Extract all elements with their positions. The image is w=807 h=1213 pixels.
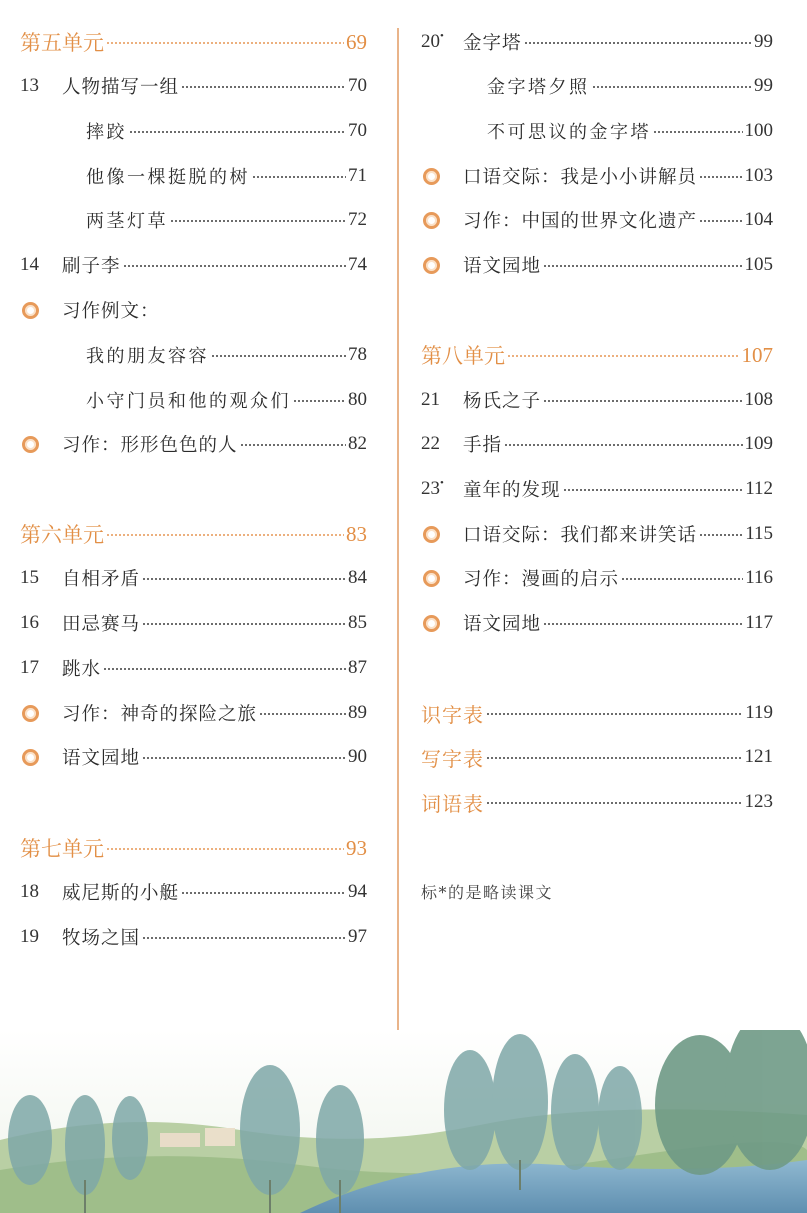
page-number: 84 bbox=[348, 567, 367, 588]
entry-title: 跳水 bbox=[62, 659, 102, 680]
dot-leader bbox=[103, 668, 346, 670]
toc-entry[interactable] bbox=[20, 563, 367, 593]
entry-title: 金字塔夕照 bbox=[487, 77, 590, 98]
lesson-number: 23• bbox=[421, 477, 444, 499]
toc-entry[interactable] bbox=[421, 161, 773, 191]
dot-leader bbox=[170, 220, 346, 222]
toc-entry[interactable] bbox=[421, 71, 773, 101]
dot-leader bbox=[507, 355, 740, 357]
entry-title: 小守门员和他的观众们 bbox=[86, 391, 291, 412]
dot-leader bbox=[653, 131, 743, 133]
entry-title: 语文园地 bbox=[463, 614, 542, 635]
entry-title: 田忌赛马 bbox=[62, 614, 141, 635]
entry-title: 语文园地 bbox=[463, 256, 542, 277]
page-number: 117 bbox=[745, 612, 773, 633]
page-number: 99 bbox=[754, 31, 773, 52]
entry-title: 威尼斯的小艇 bbox=[62, 883, 180, 904]
footnote: 标*的是略读课文 bbox=[421, 883, 554, 902]
entry-title: 杨氏之子 bbox=[463, 391, 542, 412]
page-number: 103 bbox=[744, 165, 773, 186]
toc-entry[interactable] bbox=[20, 71, 367, 101]
dot-leader bbox=[142, 937, 346, 939]
ring-bullet-icon bbox=[421, 168, 463, 185]
entry-title: 习作：形形色色的人 bbox=[62, 435, 238, 456]
dot-leader bbox=[543, 265, 742, 267]
entry-title: 金字塔 bbox=[463, 33, 522, 54]
page-number: 90 bbox=[348, 746, 367, 767]
entry-title: 第七单元 bbox=[20, 837, 104, 861]
page-number: 74 bbox=[348, 254, 367, 275]
dot-leader bbox=[699, 534, 743, 536]
toc-entry[interactable] bbox=[20, 877, 367, 907]
page-number: 70 bbox=[348, 120, 367, 141]
dot-leader bbox=[123, 265, 346, 267]
toc-entry[interactable] bbox=[421, 698, 773, 728]
ring-bullet-icon bbox=[20, 302, 62, 319]
entry-title: 写字表 bbox=[421, 746, 484, 771]
toc-entry[interactable] bbox=[421, 250, 773, 280]
dot-leader bbox=[524, 42, 752, 44]
toc-entry[interactable] bbox=[20, 385, 367, 415]
entry-title: 自相矛盾 bbox=[62, 569, 141, 590]
toc-entry[interactable] bbox=[20, 698, 367, 728]
page-number: 71 bbox=[348, 165, 367, 186]
dot-leader bbox=[211, 355, 346, 357]
entry-title: 不可思议的金字塔 bbox=[487, 122, 651, 143]
entry-title: 人物描写一组 bbox=[62, 77, 180, 98]
dot-leader bbox=[543, 400, 742, 402]
toc-unit-heading[interactable] bbox=[421, 340, 773, 370]
entry-title: 习作：漫画的启示 bbox=[463, 569, 620, 590]
dot-leader bbox=[486, 802, 743, 804]
dot-leader bbox=[142, 757, 346, 759]
page-number: 107 bbox=[741, 342, 773, 367]
toc-entry[interactable] bbox=[20, 922, 367, 952]
entry-title: 牧场之国 bbox=[62, 928, 141, 949]
toc-entry[interactable] bbox=[20, 653, 367, 683]
toc-unit-heading[interactable] bbox=[20, 833, 367, 863]
lesson-number: 15 bbox=[20, 567, 39, 588]
entry-title: 语文园地 bbox=[62, 748, 141, 769]
page-number: 85 bbox=[348, 612, 367, 633]
dot-leader bbox=[106, 42, 344, 44]
dot-leader bbox=[543, 623, 743, 625]
dot-leader bbox=[621, 578, 743, 580]
entry-title: 两茎灯草 bbox=[86, 211, 168, 232]
page-number: 116 bbox=[745, 567, 773, 588]
skim-reading-mark: • bbox=[440, 30, 444, 42]
page-number: 109 bbox=[744, 433, 773, 454]
dot-leader bbox=[142, 578, 346, 580]
ring-bullet-icon bbox=[20, 705, 62, 722]
page-number: 70 bbox=[348, 75, 367, 96]
toc-entry[interactable] bbox=[20, 295, 367, 325]
entry-title: 识字表 bbox=[421, 702, 484, 727]
toc-entry[interactable] bbox=[20, 250, 367, 280]
page-number: 89 bbox=[348, 702, 367, 723]
ring-bullet-icon bbox=[421, 212, 463, 229]
lesson-number: 14 bbox=[20, 254, 39, 275]
ring-bullet-icon bbox=[421, 257, 463, 274]
entry-title: 刷子李 bbox=[62, 256, 121, 277]
entry-title: 习作：神奇的探险之旅 bbox=[62, 704, 258, 725]
entry-title: 手指 bbox=[463, 435, 503, 456]
toc-entry[interactable] bbox=[421, 205, 773, 235]
entry-title: 第五单元 bbox=[20, 31, 104, 55]
ring-bullet-icon bbox=[421, 570, 463, 587]
dot-leader bbox=[699, 176, 742, 178]
page-number: 104 bbox=[744, 209, 773, 230]
toc-entry[interactable] bbox=[421, 742, 773, 772]
lesson-number: 16 bbox=[20, 612, 39, 633]
lesson-number: 18 bbox=[20, 881, 39, 902]
entry-title: 他像一棵挺脱的树 bbox=[86, 167, 250, 188]
dot-leader bbox=[486, 757, 743, 759]
toc-entry[interactable] bbox=[421, 385, 773, 415]
landscape-illustration bbox=[0, 1030, 807, 1213]
toc-entry[interactable] bbox=[421, 787, 773, 817]
page-number: 72 bbox=[348, 209, 367, 230]
toc-entry[interactable] bbox=[421, 116, 773, 146]
page-number: 93 bbox=[346, 835, 367, 860]
toc-entry[interactable] bbox=[20, 608, 367, 638]
dot-leader bbox=[504, 444, 742, 446]
toc-entry[interactable] bbox=[20, 161, 367, 191]
toc-entry[interactable] bbox=[421, 608, 773, 638]
dot-leader bbox=[592, 86, 753, 88]
ring-bullet-icon bbox=[20, 436, 62, 453]
toc-entry[interactable] bbox=[421, 429, 773, 459]
entry-title: 童年的发现 bbox=[463, 480, 561, 501]
ring-bullet-icon bbox=[421, 526, 463, 543]
toc-entry[interactable] bbox=[421, 519, 773, 549]
page-number: 105 bbox=[744, 254, 773, 275]
lesson-number: 17 bbox=[20, 657, 39, 678]
dot-leader bbox=[486, 713, 743, 715]
page-number: 112 bbox=[745, 478, 773, 499]
page-number: 94 bbox=[348, 881, 367, 902]
entry-title: 词语表 bbox=[421, 791, 484, 816]
page-number: 82 bbox=[348, 433, 367, 454]
entry-title: 习作例文： bbox=[62, 301, 160, 322]
skim-reading-mark: • bbox=[440, 477, 444, 489]
page-number: 108 bbox=[744, 389, 773, 410]
page-number: 123 bbox=[744, 791, 773, 812]
entry-title: 第六单元 bbox=[20, 523, 104, 547]
dot-leader bbox=[181, 892, 346, 894]
entry-title: 摔跤 bbox=[86, 122, 127, 143]
entry-title: 我的朋友容容 bbox=[86, 346, 209, 367]
toc-unit-heading[interactable] bbox=[20, 519, 367, 549]
page-number: 100 bbox=[744, 120, 773, 141]
lesson-number: 22 bbox=[421, 433, 440, 454]
dot-leader bbox=[106, 534, 344, 536]
dot-leader bbox=[181, 86, 346, 88]
toc-entry[interactable] bbox=[421, 563, 773, 593]
column-divider bbox=[397, 28, 399, 1036]
page-number: 78 bbox=[348, 344, 367, 365]
dot-leader bbox=[563, 489, 744, 491]
page-number: 83 bbox=[346, 521, 367, 546]
dot-leader bbox=[259, 713, 346, 715]
toc-entry[interactable] bbox=[421, 474, 773, 504]
toc-unit-heading[interactable] bbox=[20, 27, 367, 57]
page-number: 119 bbox=[745, 702, 773, 723]
dot-leader bbox=[293, 400, 346, 402]
page-number: 121 bbox=[744, 746, 773, 767]
page-number: 80 bbox=[348, 389, 367, 410]
entry-title: 口语交际：我是小小讲解员 bbox=[463, 167, 698, 188]
lesson-number: 21 bbox=[421, 389, 440, 410]
dot-leader bbox=[252, 176, 346, 178]
toc-entry[interactable] bbox=[421, 27, 773, 57]
lesson-number: 19 bbox=[20, 926, 39, 947]
page-number: 99 bbox=[754, 75, 773, 96]
page-number: 69 bbox=[346, 29, 367, 54]
dot-leader bbox=[240, 444, 346, 446]
page-number: 97 bbox=[348, 926, 367, 947]
ring-bullet-icon bbox=[421, 615, 463, 632]
dot-leader bbox=[142, 623, 346, 625]
lesson-number: 20• bbox=[421, 30, 444, 52]
entry-title: 习作：中国的世界文化遗产 bbox=[463, 211, 698, 232]
page-number: 115 bbox=[745, 523, 773, 544]
toc-entry[interactable] bbox=[20, 340, 367, 370]
toc-entry[interactable] bbox=[20, 742, 367, 772]
entry-title: 第八单元 bbox=[421, 344, 505, 368]
dot-leader bbox=[106, 848, 344, 850]
page-number: 87 bbox=[348, 657, 367, 678]
toc-entry[interactable] bbox=[20, 429, 367, 459]
lesson-number: 13 bbox=[20, 75, 39, 96]
dot-leader bbox=[129, 131, 346, 133]
dot-leader bbox=[699, 220, 742, 222]
ring-bullet-icon bbox=[20, 749, 62, 766]
entry-title: 口语交际：我们都来讲笑话 bbox=[463, 525, 698, 546]
toc-entry[interactable] bbox=[20, 205, 367, 235]
toc-entry[interactable] bbox=[20, 116, 367, 146]
